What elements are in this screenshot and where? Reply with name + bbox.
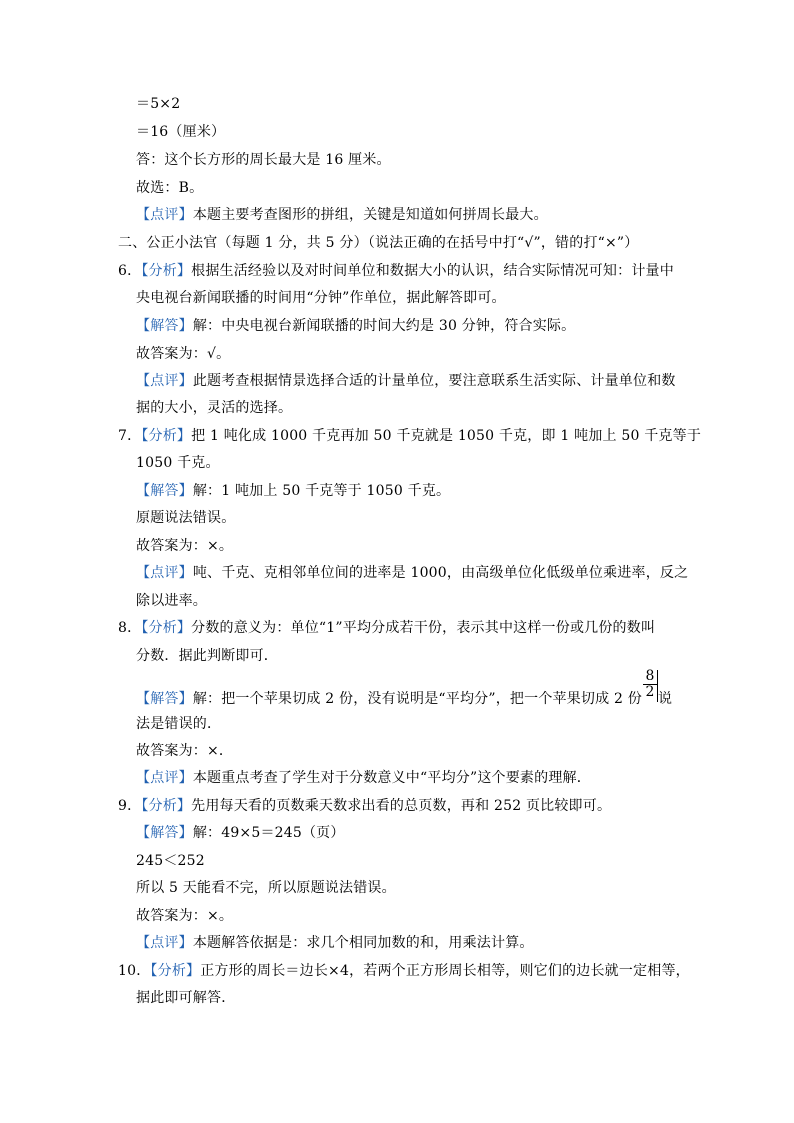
solution-text: 法是错误的． (136, 716, 222, 732)
fraction (643, 669, 657, 700)
question-8-review (136, 768, 591, 788)
review-text: 本题重点考查了学生对于分数意义中“平均分”这个要素的理解． (192, 770, 591, 786)
section-heading: 二、公正小法官（每题 1 分，共 5 分）（说法正确的在括号中打“√”，错的打“×”） (118, 235, 639, 251)
solution-tag: 【解答】 (136, 483, 193, 499)
solution-text: 解：49×5＝245（页） (192, 825, 345, 841)
analysis-text: 据此即可解答． (136, 990, 236, 1006)
review-text: 本题解答依据是：求几个相同加数的和，用乘法计算。 (192, 935, 534, 951)
analysis-tag: 【分析】 (141, 428, 192, 444)
analysis-text: 根据生活经验以及对时间单位和数据大小的认识，结合实际情况可知：计量中 (191, 263, 674, 279)
review-tag: 【点评】 (136, 770, 193, 786)
solution-tail: 说 (658, 691, 673, 707)
analysis-tag: 【分析】 (150, 963, 201, 979)
answer-line: 答：这个长方形的周长最大是 16 厘米。 (136, 152, 391, 168)
analysis-text: 正方形的周长＝边长×4，若两个正方形周长相等，则它们的边长就一定相等， (200, 963, 690, 979)
analysis-tag: 【分析】 (141, 798, 192, 814)
question-6-analysis (118, 261, 674, 281)
solution-text: 解：把一个苹果切成 2 份，没有说明是“平均分”，把一个苹果切成 2 份 (192, 691, 642, 707)
question-number: 9． (118, 798, 142, 814)
answer-line: 故答案为：×。 (136, 538, 234, 554)
review-text: 除以进率。 (136, 593, 207, 609)
solution-text: 原题说法错误。 (136, 510, 236, 526)
review-tag: 【点评】 (136, 207, 193, 223)
review-line (136, 205, 548, 225)
analysis-tag: 【分析】 (141, 263, 192, 279)
analysis-text: 1050 千克。 (136, 455, 220, 471)
question-7-analysis (118, 426, 701, 446)
question-number: 6． (118, 263, 142, 279)
solution-text: 所以 5 天能看不完，所以原题说法错误。 (136, 880, 396, 896)
answer-line: 故答案为：√。 (136, 346, 231, 362)
question-9-review (136, 933, 534, 953)
question-6-solution (136, 316, 575, 336)
analysis-text: 把 1 吨化成 1000 千克再加 50 千克就是 1050 千克，即 1 吨加上 50 千克等于 (191, 428, 702, 444)
answer-line: 故答案为：×。 (136, 908, 234, 924)
analysis-text: 先用每天看的页数乘天数求出看的总页数，再和 252 页比较即可。 (191, 798, 612, 814)
question-6-review (136, 371, 676, 391)
review-text: 据的大小，灵活的选择。 (136, 400, 293, 416)
fraction-denominator: 2 (645, 684, 655, 700)
question-10-analysis (118, 961, 690, 981)
question-8-solution (136, 689, 642, 709)
question-7-review (136, 563, 688, 583)
answer-line: 故答案为：×． (136, 743, 234, 759)
equation-line: ＝5×2 (136, 96, 181, 112)
review-tag: 【点评】 (136, 935, 193, 951)
question-number: 7． (118, 428, 142, 444)
question-7-solution (136, 481, 450, 501)
analysis-text: 央电视台新闻联播的时间用“分钟”作单位，据此解答即可。 (136, 290, 506, 306)
review-tag: 【点评】 (136, 373, 193, 389)
review-text: 本题主要考查图形的拼组，关键是知道如何拼周长最大。 (192, 207, 548, 223)
solution-text: 解：1 吨加上 50 千克等于 1050 千克。 (192, 483, 451, 499)
comparison-line: 245＜252 (136, 853, 205, 869)
fraction-numerator: 8 (643, 669, 657, 685)
analysis-tag: 【分析】 (141, 620, 192, 636)
review-tag: 【点评】 (136, 565, 193, 581)
review-text: 此题考查根据情景选择合适的计量单位，要注意联系生活实际、计量单位和数 (192, 373, 676, 389)
question-9-solution (136, 823, 345, 843)
solution-tag: 【解答】 (136, 318, 193, 334)
choice-line: 故选：B。 (136, 180, 204, 196)
equation-line: ＝16（厘米） (136, 124, 226, 140)
question-number: 8． (118, 620, 142, 636)
solution-text: 解：中央电视台新闻联播的时间大约是 30 分钟，符合实际。 (192, 318, 576, 334)
solution-tag: 【解答】 (136, 825, 193, 841)
question-number: 10． (118, 963, 151, 979)
question-8-analysis (118, 618, 655, 638)
review-text: 吨、千克、克相邻单位间的进率是 1000，由高级单位化低级单位乘进率，反之 (192, 565, 689, 581)
question-9-analysis (118, 796, 611, 816)
analysis-text: 分数的意义为：单位“1”平均分成若干份，表示其中这样一份或几份的数叫 (191, 620, 656, 636)
analysis-text: 分数．据此判断即可． (136, 648, 278, 664)
solution-tag: 【解答】 (136, 691, 193, 707)
